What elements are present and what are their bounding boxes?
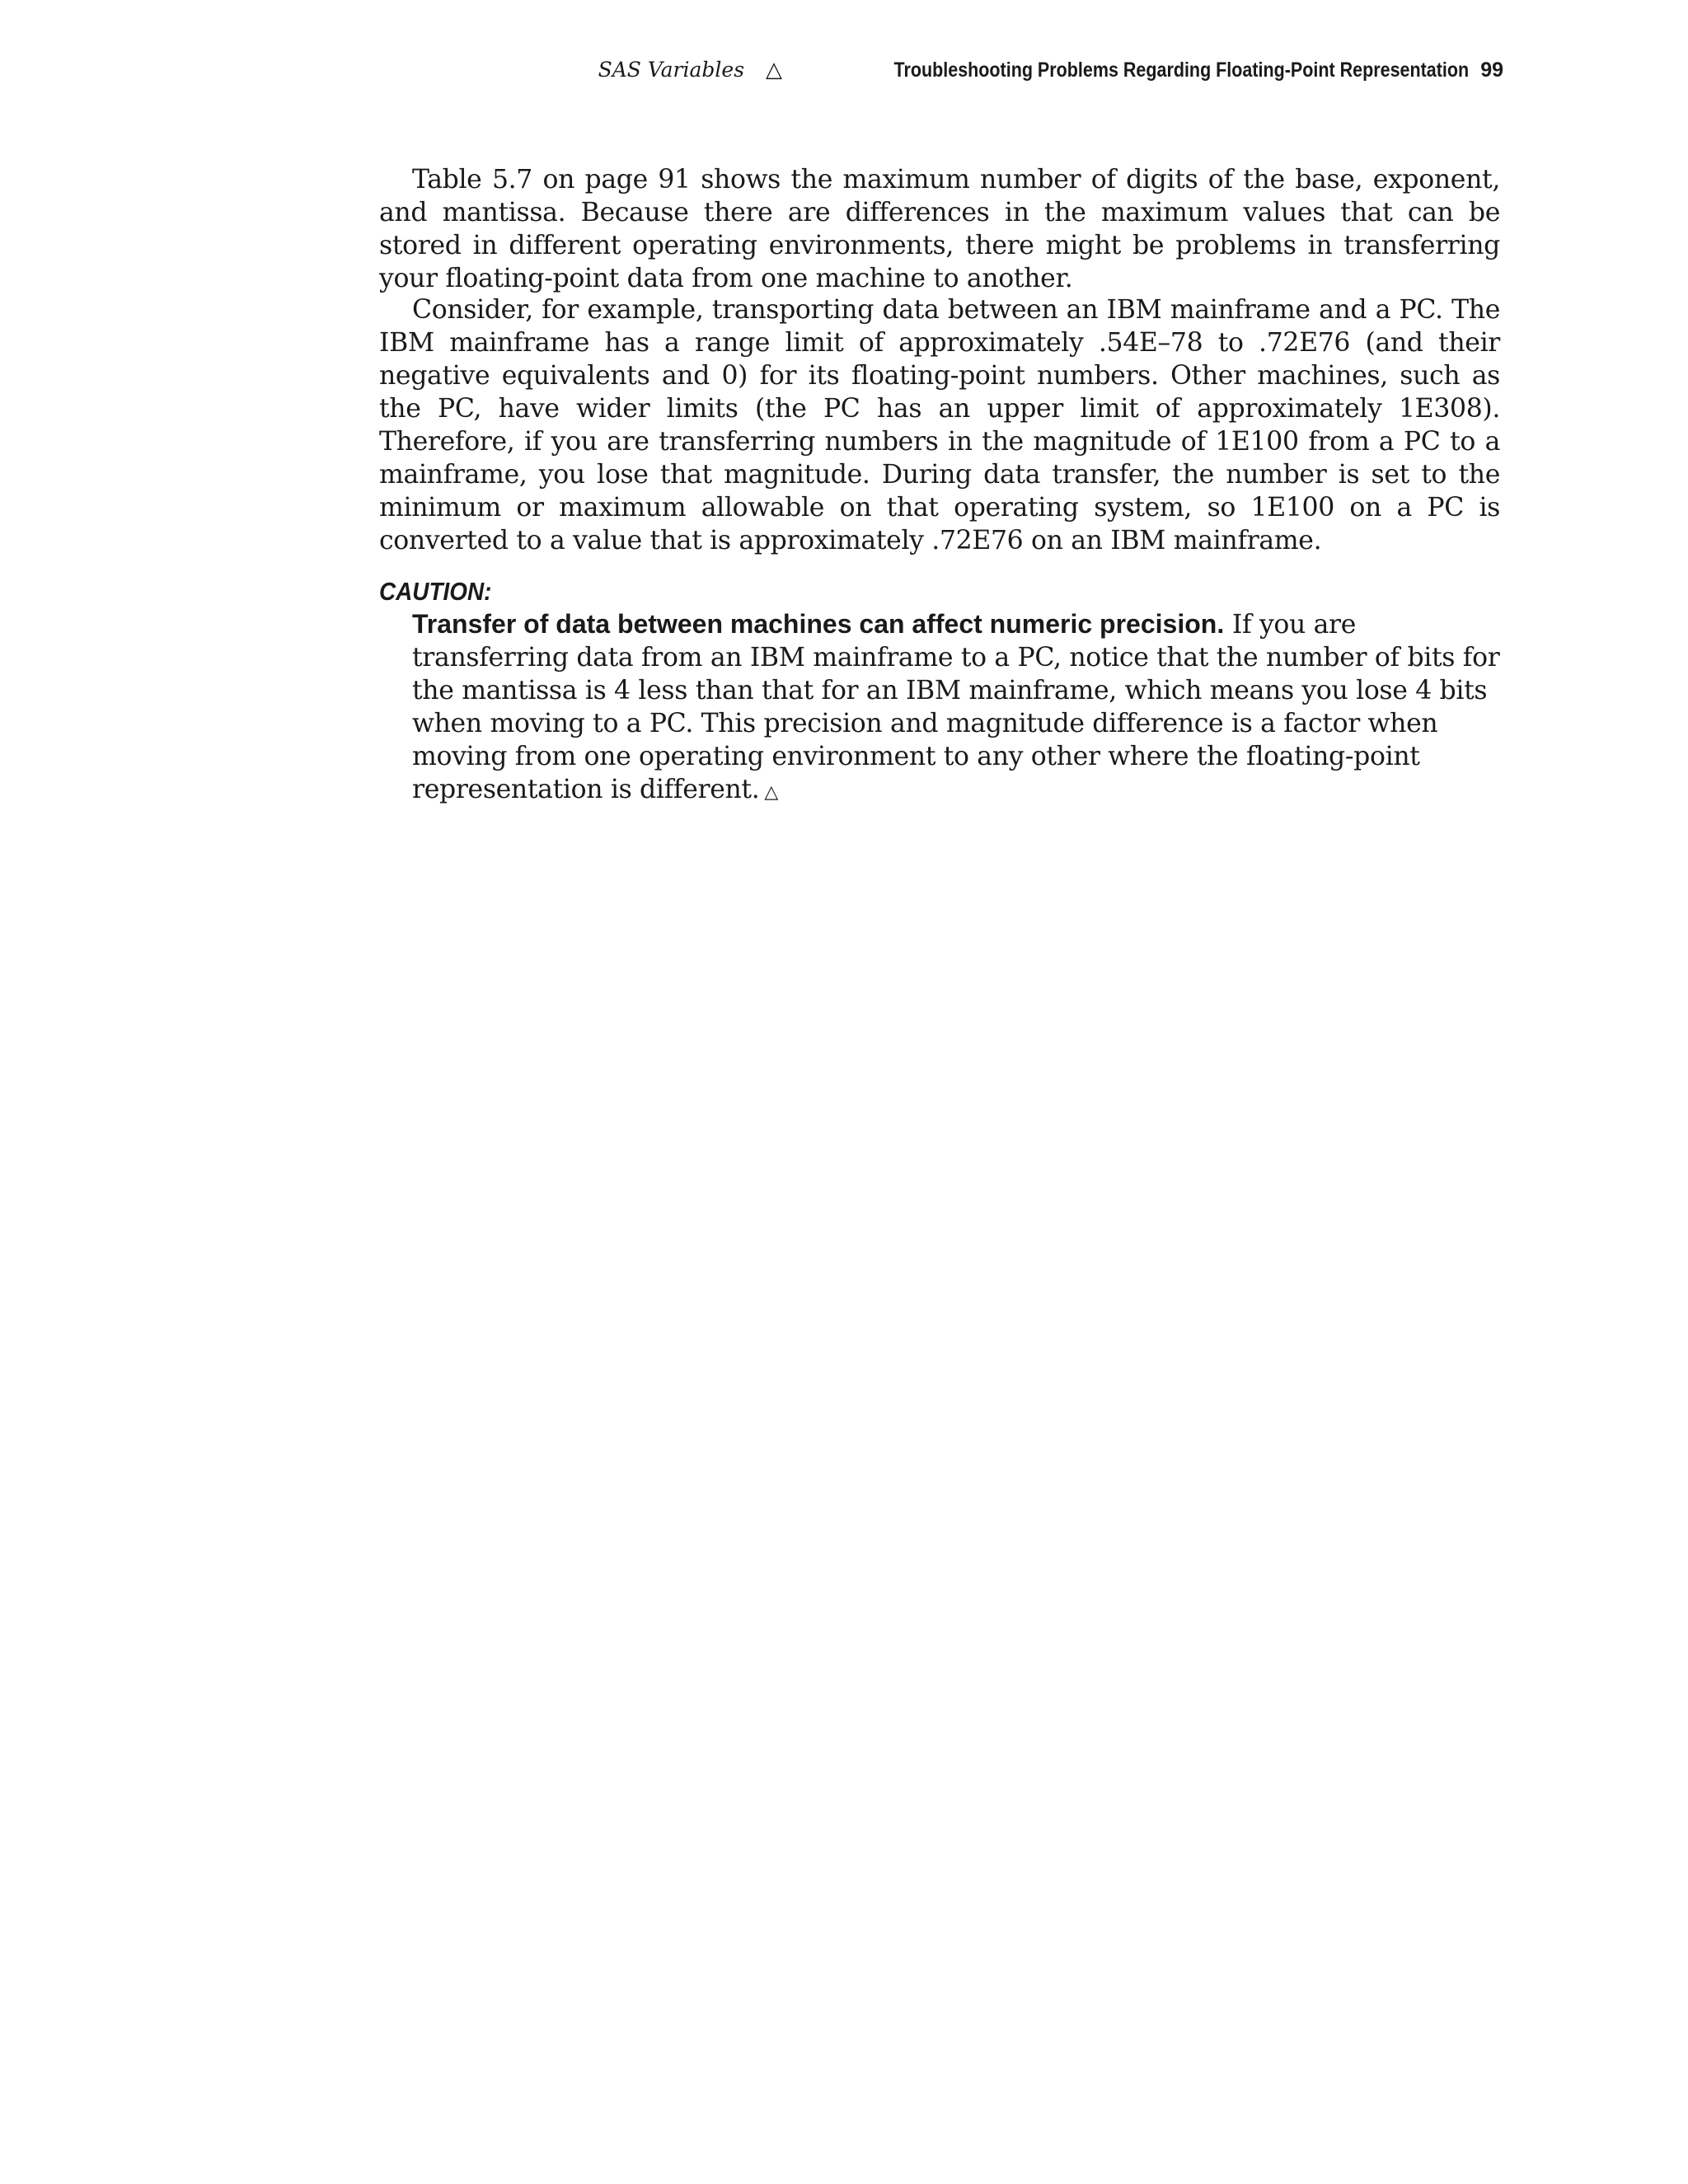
body-paragraph: Table 5.7 on page 91 shows the maximum number of digits of the base, exponent, and mantissa. Because there are differences in the maximum values that can be stored in different operating environments, there might be problems in transferring your floating-point data from one machine to another. — [379, 165, 1500, 293]
body-paragraph-1-block — [379, 163, 1500, 295]
caution-lead: Transfer of data between machines can affect numeric precision. — [412, 609, 1225, 639]
running-head-section: SAS Variables — [598, 58, 745, 82]
triangle-separator-icon: △ — [766, 58, 783, 82]
body-paragraph: Consider, for example, transporting data between an IBM mainframe and a PC. The IBM mainframe has a range limit of approximately .54E–78 to .72E76 (and their negative equivalents and 0) for its floating-point numbers. Other machines, such as the PC, have wider limits (the PC has an upper limit of approximately 1E308). Therefore, if you are transferring numbers in the magnitude of 1E100 from a PC to a mainframe, you lose that magnitude. During data transfer, the number is set to the minimum or maximum allowable on that operating system, so 1E100 on a PC is converted to a value that is approximately .72E76 on an IBM mainframe. — [379, 295, 1500, 555]
body-paragraph-2-block — [379, 293, 1500, 557]
caution-text: If you are transferring data from an IBM mainframe to a PC, notice that the number of bits for the mantissa is 4 less than that for an IBM mainframe, which means you lose 4 bits when moving to a PC. This precision and magnitude difference is a factor when moving from one operating environment to any other where the floating-point representation is different. — [412, 610, 1500, 804]
caution-label: CAUTION: — [379, 577, 492, 606]
running-head — [577, 58, 1503, 91]
page-number: 99 — [1480, 59, 1503, 82]
triangle-end-mark-icon: △ — [764, 782, 778, 803]
caution-body — [412, 607, 1500, 809]
running-head-title: Troubleshooting Problems Regarding Floating-Point Representation — [893, 59, 1470, 82]
